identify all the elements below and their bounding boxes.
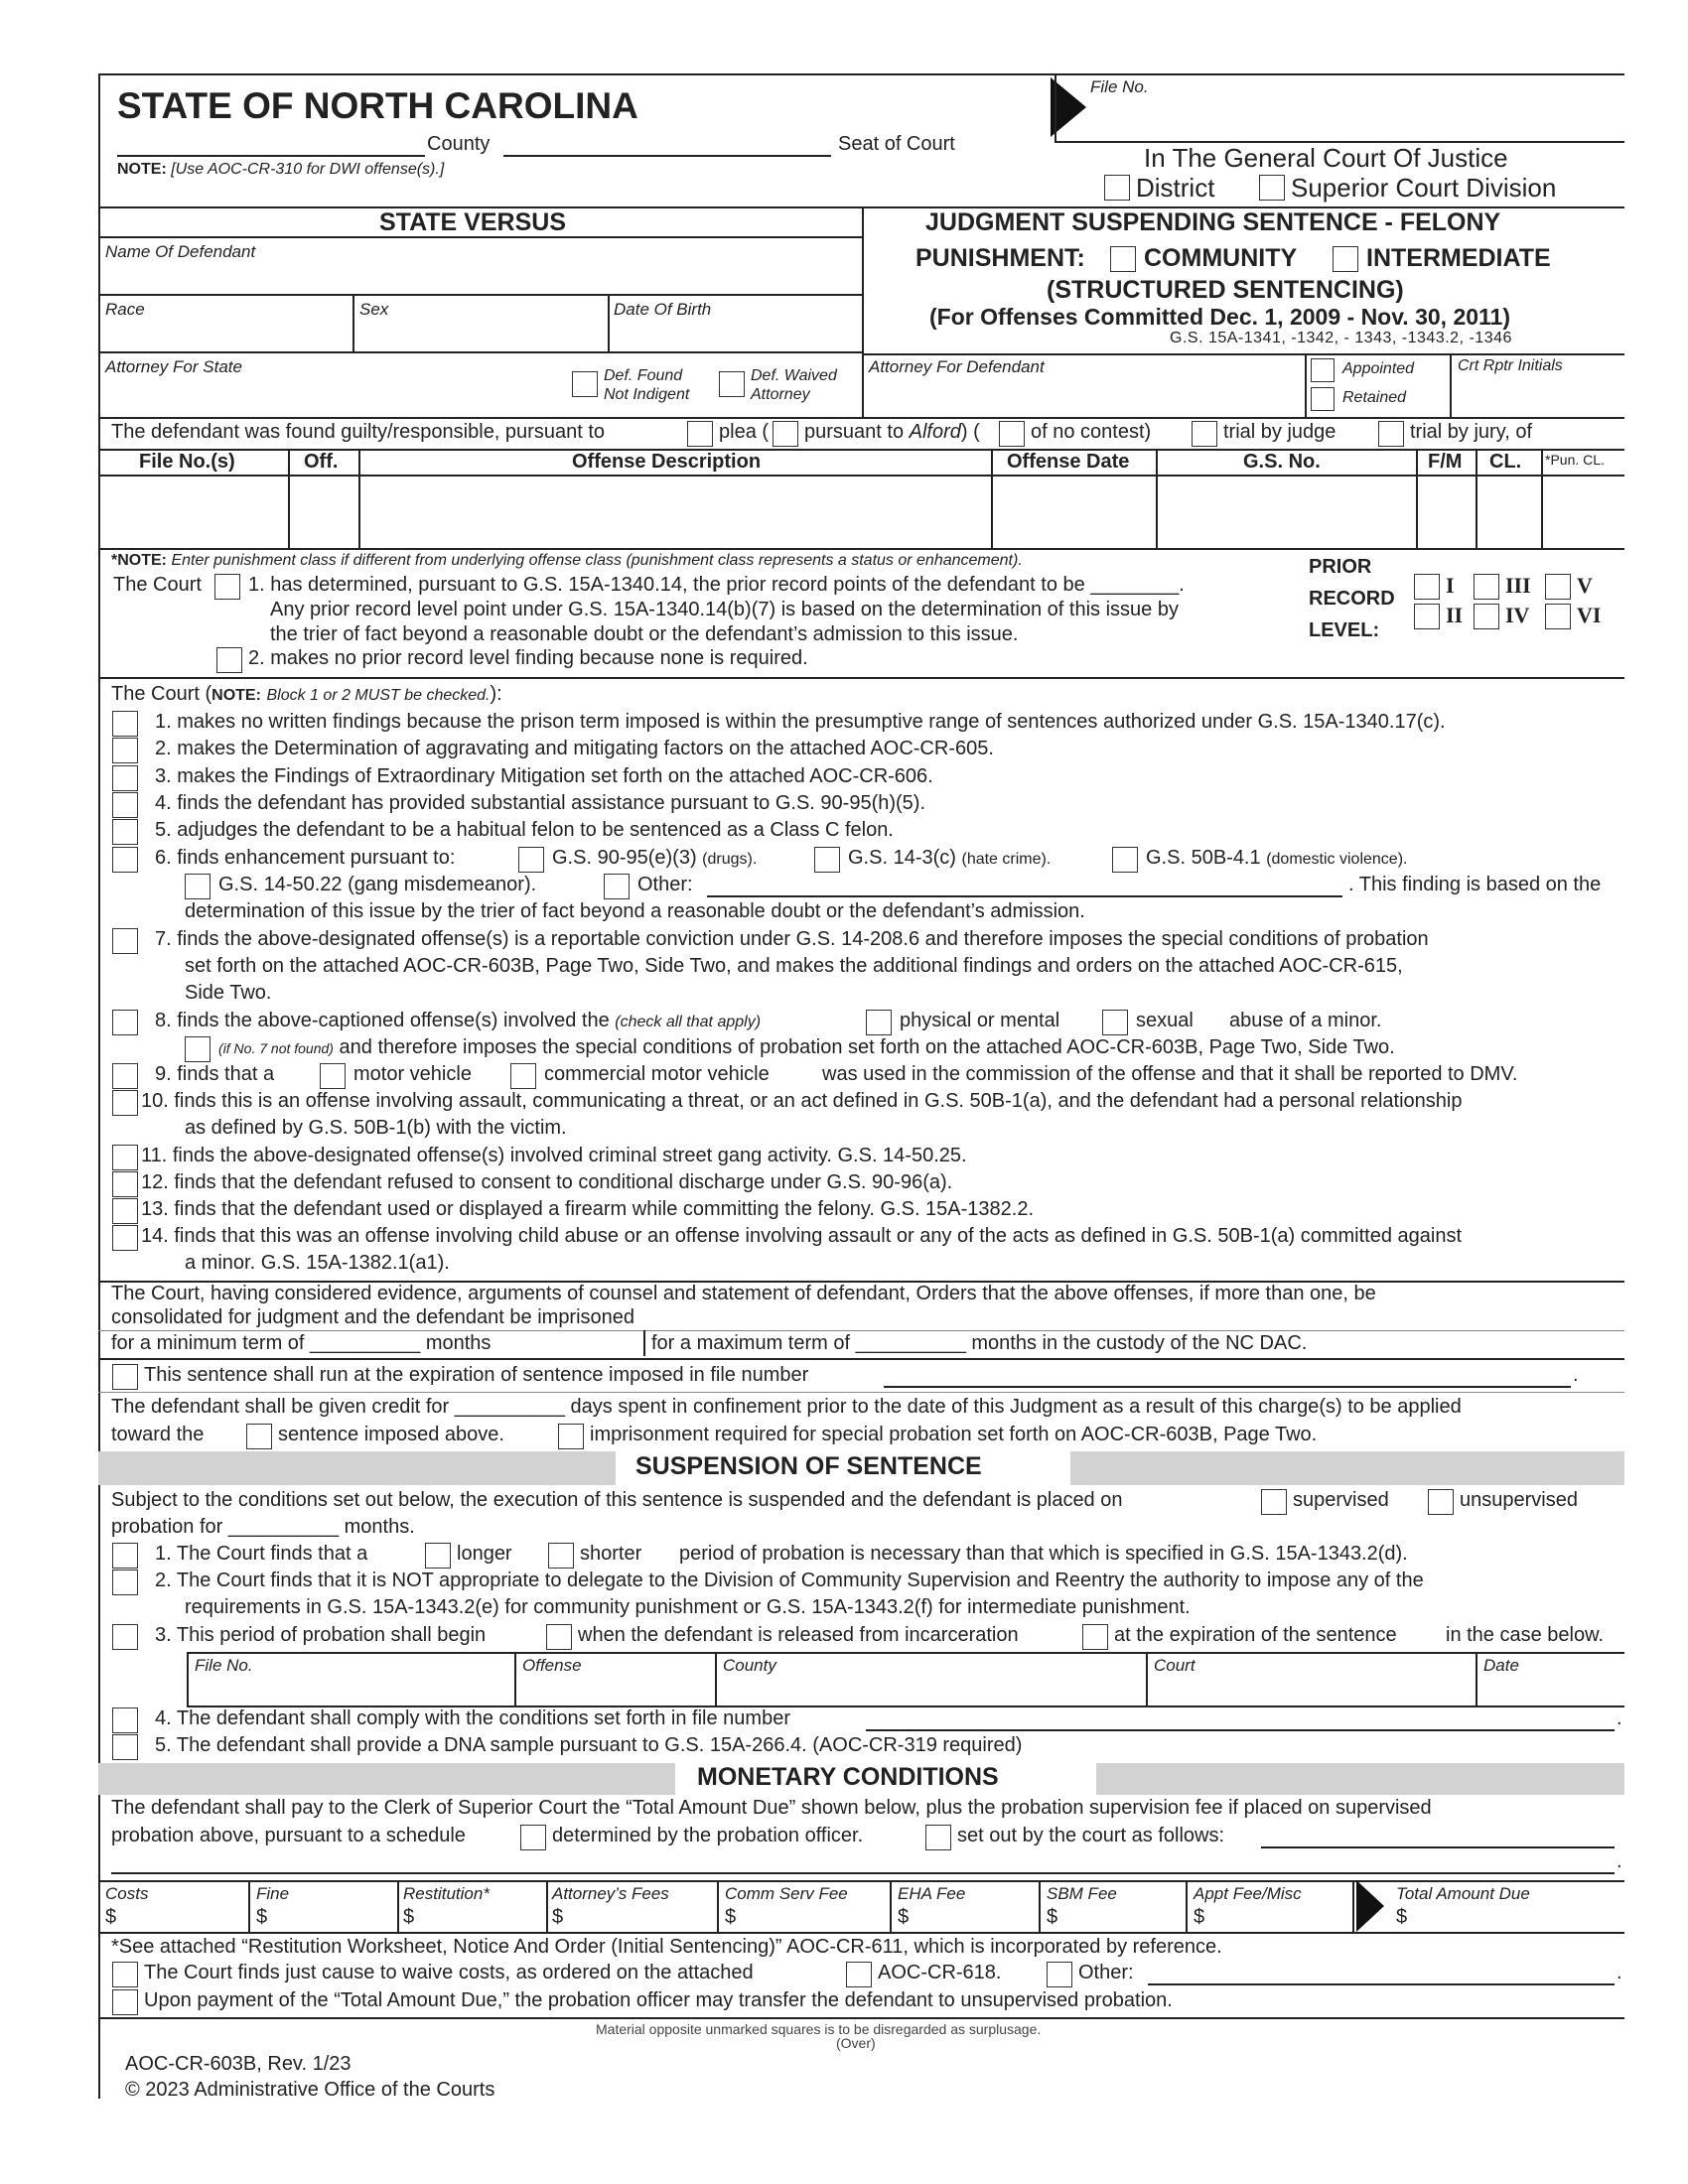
- trial-by-judge-checkbox[interactable]: [1192, 421, 1217, 447]
- header-note: NOTE: [Use AOC-CR-310 for DWI offense(s).]: [117, 161, 445, 178]
- plea-checkbox[interactable]: [687, 421, 713, 447]
- finding-6-tail: . This finding is based on the: [1348, 874, 1602, 895]
- fee-appt-label: Appt Fee/Misc: [1194, 1884, 1302, 1903]
- supervised-checkbox[interactable]: [1261, 1489, 1287, 1515]
- finding-10-b: as defined by G.S. 50B-1(b) with the victim.: [185, 1117, 567, 1139]
- minimum-term: for a minimum term of __________ months: [111, 1332, 492, 1354]
- commercial-vehicle-label: commercial motor vehicle: [544, 1063, 770, 1085]
- susp-4: 4. The defendant shall comply with the conditions set forth in file number: [155, 1707, 790, 1729]
- finding-8-b: (if No. 7 not found) and therefore imposes the special conditions of probation set forth on the attached AOC-CR-603B, Page Two, Side Two.: [218, 1036, 1395, 1058]
- sentence-intro-a: The Court, having considered evidence, arguments of counsel and statement of defendant, Orders that the above offenses, if more than one, be: [111, 1283, 1376, 1304]
- motor-vehicle-checkbox[interactable]: [320, 1063, 346, 1089]
- finding-4-checkbox[interactable]: [112, 792, 138, 818]
- case-file-no-label: File No.: [195, 1656, 253, 1675]
- over-label: (Over): [836, 2035, 876, 2051]
- begin-released-checkbox[interactable]: [546, 1624, 572, 1650]
- col-off: Off.: [304, 451, 339, 473]
- finding-4: 4. finds the defendant has provided substantial assistance pursuant to G.S. 90-95(h)(5).: [155, 792, 926, 814]
- enh-other-checkbox[interactable]: [604, 874, 630, 899]
- prior-item1-c: the trier of fact beyond a reasonable doubt or the defendant’s admission to this issue.: [270, 623, 1019, 645]
- unsupervised-label: unsupervised: [1460, 1489, 1578, 1511]
- enh-domestic-label: G.S. 50B-4.1 (domestic violence).: [1146, 847, 1408, 869]
- credit-text-a: The defendant shall be given credit for __________ days spent in confinement prior to the date of this Judgment as a result of this charge(s) to be applied: [111, 1396, 1462, 1418]
- attorney-defendant-label: Attorney For Defendant: [869, 357, 1045, 376]
- longer-checkbox[interactable]: [425, 1543, 451, 1569]
- aoc-cr-618-label: AOC-CR-618.: [878, 1962, 1002, 1983]
- finding-2-checkbox[interactable]: [112, 738, 138, 763]
- probation-for: probation for __________ months.: [111, 1516, 415, 1538]
- enh-gang-label: G.S. 14-50.22 (gang misdemeanor).: [218, 874, 537, 895]
- level-v-label: V: [1577, 573, 1593, 598]
- finding-7-a: 7. finds the above-designated offense(s) is a reportable conviction under G.S. 14-208.6 and therefore imposes the special conditions of probation: [155, 928, 1429, 950]
- waive-other-checkbox[interactable]: [1047, 1962, 1072, 1987]
- run-expiration-checkbox[interactable]: [112, 1364, 138, 1390]
- alford-checkbox[interactable]: [773, 421, 798, 447]
- file-no-label: File No.: [1090, 77, 1149, 96]
- finding-8-a: 8. finds the above-captioned offense(s) involved the (check all that apply): [155, 1010, 762, 1031]
- begin-expiration-label: at the expiration of the sentence: [1114, 1624, 1397, 1646]
- prior-label-2: RECORD: [1309, 588, 1395, 610]
- state-title: STATE OF NORTH CAROLINA: [117, 85, 638, 126]
- finding-3: 3. makes the Findings of Extraordinary Mitigation set forth on the attached AOC-CR-606.: [155, 765, 933, 787]
- finding-1-checkbox[interactable]: [112, 711, 138, 737]
- finding-8-b-checkbox[interactable]: [185, 1036, 211, 1062]
- abuse-sexual-label: sexual: [1136, 1010, 1194, 1031]
- finding-9-b: was used in the commission of the offense and that it shall be reported to DMV.: [822, 1063, 1518, 1085]
- level-vi-checkbox[interactable]: [1545, 604, 1571, 629]
- retained-checkbox[interactable]: [1311, 387, 1335, 411]
- abuse-physical-checkbox[interactable]: [866, 1010, 892, 1035]
- waive-period: .: [1617, 1962, 1622, 1983]
- prior-item2: 2. makes no prior record level finding because none is required.: [248, 647, 808, 669]
- aoc-cr-618-checkbox[interactable]: [846, 1962, 872, 1987]
- monetary-intro-b: probation above, pursuant to a schedule: [111, 1825, 466, 1846]
- schedule-officer-checkbox[interactable]: [520, 1825, 546, 1850]
- finding-14-b: a minor. G.S. 15A-1382.1(a1).: [185, 1252, 450, 1274]
- restitution-note: *See attached “Restitution Worksheet, Notice And Order (Initial Sentencing)” AOC-CR-611, which is incorporated by reference.: [111, 1936, 1222, 1958]
- finding-11: 11. finds the above-designated offense(s) involved criminal street gang activity. G.S. 14-50.25.: [141, 1145, 967, 1166]
- trial-by-jury-checkbox[interactable]: [1378, 421, 1404, 447]
- enh-other-label: Other:: [637, 874, 693, 895]
- fee-appt-dollar: $: [1194, 1906, 1205, 1928]
- finding-13-checkbox[interactable]: [112, 1198, 138, 1224]
- fee-comm-serv-dollar: $: [725, 1906, 737, 1928]
- finding-8-checkbox[interactable]: [112, 1010, 138, 1035]
- col-offense-description: Offense Description: [572, 451, 762, 473]
- fee-fine-label: Fine: [256, 1884, 290, 1903]
- col-offense-date: Offense Date: [1007, 451, 1130, 473]
- fee-costs-label: Costs: [105, 1884, 149, 1903]
- plea-label: plea (: [719, 421, 770, 443]
- schedule-period: .: [1617, 1850, 1622, 1872]
- level-ii-label: II: [1446, 603, 1464, 627]
- offense-dates: (For Offenses Committed Dec. 1, 2009 - Nov. 30, 2011): [929, 304, 1511, 330]
- level-vi-label: VI: [1577, 603, 1602, 627]
- surplusage-note: Material opposite unmarked squares is to be disregarded as surplusage.: [596, 2021, 1042, 2037]
- enh-domestic-checkbox[interactable]: [1112, 847, 1138, 873]
- susp-3-a: 3. This period of probation shall begin: [155, 1624, 487, 1646]
- total-arrow-icon: [1356, 1880, 1384, 1932]
- enh-hate-crime-label: G.S. 14-3(c) (hate crime).: [848, 847, 1052, 869]
- schedule-court-field-2[interactable]: [111, 1872, 1615, 1874]
- trial-by-judge-label: trial by judge: [1223, 421, 1336, 443]
- suspension-intro-a: Subject to the conditions set out below, the execution of this sentence is suspended and the defendant is placed on: [111, 1489, 1123, 1511]
- name-of-defendant-label: Name Of Defendant: [105, 242, 256, 261]
- finding-9-a: 9. finds that a: [155, 1063, 275, 1085]
- fee-total-label: Total Amount Due: [1396, 1884, 1530, 1903]
- susp-4-period: .: [1617, 1707, 1622, 1729]
- fee-eha-label: EHA Fee: [898, 1884, 966, 1903]
- susp-1-a: 1. The Court finds that a: [155, 1543, 368, 1565]
- finding-12: 12. finds that the defendant refused to consent to conditional discharge under G.S. 90-96(a).: [141, 1171, 953, 1193]
- abuse-minor-label: abuse of a minor.: [1229, 1010, 1382, 1031]
- superior-label: Superior Court Division: [1291, 173, 1557, 203]
- crt-rptr-label: Crt Rptr Initials: [1458, 357, 1563, 374]
- fee-eha-dollar: $: [898, 1906, 910, 1928]
- fee-sbm-dollar: $: [1047, 1906, 1058, 1928]
- prior-item1-b: Any prior record level point under G.S. 15A-1340.14(b)(7) is based on the determination of this issue by: [270, 599, 1179, 620]
- fee-restitution-label: Restitution*: [403, 1884, 490, 1903]
- suspension-header: SUSPENSION OF SENTENCE: [635, 1452, 982, 1480]
- attorney-state-label: Attorney For State: [105, 357, 242, 376]
- finding-7-b: set forth on the attached AOC-CR-603B, Page Two, Side Two, and makes the additional findings and orders on the attached AOC-CR-615,: [185, 955, 1403, 977]
- waive-costs-checkbox[interactable]: [112, 1962, 138, 1987]
- fee-fine-dollar: $: [256, 1906, 268, 1928]
- dob-label: Date Of Birth: [614, 300, 712, 319]
- finding-11-checkbox[interactable]: [112, 1145, 138, 1170]
- transfer-label: Upon payment of the “Total Amount Due,” the probation officer may transfer the defendant to unsupervised probation.: [144, 1989, 1173, 2011]
- case-below-label: in the case below.: [1446, 1624, 1604, 1646]
- credit-sentence-checkbox[interactable]: [246, 1424, 272, 1449]
- prior-label-3: LEVEL:: [1309, 619, 1380, 641]
- enh-drugs-label: G.S. 90-95(e)(3) (drugs).: [552, 847, 758, 869]
- retained-label: Retained: [1342, 389, 1407, 406]
- level-iii-label: III: [1505, 573, 1531, 598]
- prior-label-1: PRIOR: [1309, 556, 1372, 578]
- run-file-number-field[interactable]: [884, 1386, 1571, 1388]
- col-fm: F/M: [1428, 451, 1463, 473]
- title-statutes: G.S. 15A-1341, -1342, - 1343, -1343.2, -1346: [1170, 330, 1512, 346]
- susp-1-b: period of probation is necessary than that which is specified in G.S. 15A-1343.2(d).: [679, 1543, 1408, 1565]
- begin-released-label: when the defendant is released from incarceration: [578, 1624, 1019, 1646]
- motor-vehicle-label: motor vehicle: [353, 1063, 472, 1085]
- race-label: Race: [105, 300, 145, 319]
- fee-comm-serv-label: Comm Serv Fee: [725, 1884, 848, 1903]
- finding-5: 5. adjudges the defendant to be a habitual felon to be sentenced as a Class C felon.: [155, 819, 894, 841]
- finding-14-a: 14. finds that this was an offense involving child abuse or an offense involving assault or any of the acts as defined in G.S. 50B-1(a) committed against: [141, 1225, 1463, 1247]
- enh-drugs-checkbox[interactable]: [518, 847, 544, 873]
- finding-13: 13. finds that the defendant used or displayed a firearm while committing the felony. G.S. 15A-1382.2.: [141, 1198, 1035, 1220]
- shorter-checkbox[interactable]: [548, 1543, 574, 1569]
- waive-other-field[interactable]: [1148, 1983, 1615, 1985]
- fee-restitution-dollar: $: [403, 1906, 415, 1928]
- finding-12-checkbox[interactable]: [112, 1171, 138, 1197]
- copyright: © 2023 Administrative Office of the Courts: [125, 2079, 495, 2101]
- unsupervised-checkbox[interactable]: [1428, 1489, 1454, 1515]
- maximum-term: for a maximum term of __________ months in the custody of the NC DAC.: [651, 1332, 1308, 1354]
- susp-5: 5. The defendant shall provide a DNA sample pursuant to G.S. 15A-266.4. (AOC-CR-319 required): [155, 1734, 1023, 1756]
- supervised-label: supervised: [1293, 1489, 1389, 1511]
- susp-2-a: 2. The Court finds that it is NOT appropriate to delegate to the Division of Community Supervision and Reentry the authority to impose any of the: [155, 1570, 1424, 1591]
- intermediate-checkbox[interactable]: [1333, 246, 1358, 272]
- finding-1: 1. makes no written findings because the prison term imposed is within the presumptive range of sentences authorized under G.S. 15A-1340.17(c).: [155, 711, 1446, 733]
- level-ii-checkbox[interactable]: [1414, 604, 1440, 629]
- case-county-label: County: [723, 1656, 776, 1675]
- structured-sentencing: (STRUCTURED SENTENCING): [1047, 276, 1404, 304]
- run-expiration-label: This sentence shall run at the expiration of sentence imposed in file number: [144, 1364, 809, 1386]
- fee-costs-dollar: $: [105, 1906, 117, 1928]
- credit-sentence-label: sentence imposed above.: [278, 1424, 504, 1445]
- schedule-court-field[interactable]: [1261, 1846, 1615, 1848]
- susp-1-checkbox[interactable]: [112, 1543, 138, 1569]
- district-label: District: [1136, 173, 1215, 203]
- schedule-court-checkbox[interactable]: [925, 1825, 951, 1850]
- col-cl: CL.: [1489, 451, 1522, 473]
- district-checkbox[interactable]: [1104, 175, 1130, 201]
- credit-text-b: toward the: [111, 1424, 205, 1445]
- fee-total-dollar: $: [1396, 1906, 1408, 1928]
- prior-points-checkbox[interactable]: [214, 574, 240, 600]
- credit-special-checkbox[interactable]: [558, 1424, 584, 1449]
- superior-court-checkbox[interactable]: [1259, 175, 1285, 201]
- appointed-label: Appointed: [1342, 360, 1415, 377]
- community-label: COMMUNITY: [1144, 244, 1298, 272]
- col-pun-cl: *Pun. CL.: [1545, 452, 1605, 468]
- finding-3-checkbox[interactable]: [112, 765, 138, 791]
- susp-4-checkbox[interactable]: [112, 1707, 138, 1733]
- def-found-checkbox[interactable]: [572, 371, 598, 397]
- finding-6: 6. finds enhancement pursuant to:: [155, 847, 456, 869]
- level-i-checkbox[interactable]: [1414, 574, 1440, 600]
- sentence-intro-b: consolidated for judgment and the defendant be imprisoned: [111, 1306, 635, 1328]
- susp-4-field[interactable]: [866, 1729, 1615, 1731]
- susp-5-checkbox[interactable]: [112, 1734, 138, 1760]
- punishment-class-note: *NOTE: Enter punishment class if different from underlying offense class (punishment class represents a status or enhancement).: [111, 552, 1023, 569]
- county-label: County: [427, 133, 491, 155]
- sex-label: Sex: [359, 300, 389, 319]
- finding-5-checkbox[interactable]: [112, 819, 138, 845]
- credit-special-label: imprisonment required for special probation set forth on AOC-CR-603B, Page Two.: [590, 1424, 1318, 1445]
- col-file-no: File No.(s): [139, 451, 235, 473]
- susp-2-b: requirements in G.S. 15A-1343.2(e) for community punishment or G.S. 15A-1343.2(f) for intermediate punishment.: [185, 1596, 1191, 1618]
- state-versus: STATE VERSUS: [379, 208, 566, 236]
- shorter-label: shorter: [580, 1543, 642, 1565]
- finding-7-checkbox[interactable]: [112, 928, 138, 954]
- abuse-sexual-checkbox[interactable]: [1102, 1010, 1128, 1035]
- col-gs-no: G.S. No.: [1243, 451, 1321, 473]
- finding-14-checkbox[interactable]: [112, 1225, 138, 1251]
- monetary-intro-a: The defendant shall pay to the Clerk of Superior Court the “Total Amount Due” shown below, plus the probation supervision fee if placed on supervised: [111, 1797, 1432, 1819]
- level-iii-checkbox[interactable]: [1474, 574, 1499, 600]
- case-offense-label: Offense: [522, 1656, 582, 1675]
- finding-2: 2. makes the Determination of aggravating and mitigating factors on the attached AOC-CR-605.: [155, 738, 994, 759]
- fee-attorney-dollar: $: [552, 1906, 564, 1928]
- finding-6-b: determination of this issue by the trier of fact beyond a reasonable doubt or the defendant’s admission.: [185, 900, 1085, 922]
- case-court-label: Court: [1154, 1656, 1196, 1675]
- finding-10-a: 10. finds this is an offense involving assault, communicating a threat, or an act defined in G.S. 50B-1(a), and the defendant had a personal relationship: [141, 1090, 1463, 1112]
- punishment-label: PUNISHMENT:: [915, 244, 1085, 272]
- intermediate-label: INTERMEDIATE: [1366, 244, 1551, 272]
- appointed-checkbox[interactable]: [1311, 358, 1335, 382]
- case-date-label: Date: [1483, 1656, 1519, 1675]
- seat-of-court-label: Seat of Court: [838, 133, 955, 155]
- findings-intro: The Court (NOTE: Block 1 or 2 MUST be checked.):: [111, 683, 502, 705]
- form-title: JUDGMENT SUSPENDING SENTENCE - FELONY: [925, 208, 1501, 236]
- court-title: In The General Court Of Justice: [1144, 143, 1508, 173]
- finding-7-c: Side Two.: [185, 982, 272, 1004]
- level-v-checkbox[interactable]: [1545, 574, 1571, 600]
- no-contest-label: of no contest): [1031, 421, 1152, 443]
- enh-gang-checkbox[interactable]: [185, 874, 211, 899]
- run-period: .: [1573, 1364, 1579, 1386]
- abuse-physical-label: physical or mental: [900, 1010, 1060, 1031]
- community-checkbox[interactable]: [1110, 246, 1136, 272]
- monetary-header: MONETARY CONDITIONS: [697, 1763, 999, 1791]
- no-prior-finding-checkbox[interactable]: [216, 647, 242, 673]
- schedule-officer-label: determined by the probation officer.: [552, 1825, 864, 1846]
- form-number: AOC-CR-603B, Rev. 1/23: [125, 2053, 352, 2075]
- waive-costs-label: The Court finds just cause to waive costs, as ordered on the attached: [144, 1962, 754, 1983]
- level-iv-checkbox[interactable]: [1474, 604, 1499, 629]
- prior-item1-a: 1. has determined, pursuant to G.S. 15A-1340.14, the prior record points of the defendant to be ________.: [248, 574, 1185, 596]
- def-found-label: Def. Found Not Indigent: [604, 367, 690, 403]
- enh-other-field[interactable]: [707, 895, 1342, 897]
- begin-expiration-checkbox[interactable]: [1082, 1624, 1108, 1650]
- trial-by-jury-label: trial by jury, of: [1410, 421, 1532, 443]
- no-contest-checkbox[interactable]: [999, 421, 1025, 447]
- enh-hate-crime-checkbox[interactable]: [814, 847, 840, 873]
- susp-3-checkbox[interactable]: [112, 1624, 138, 1650]
- finding-10-checkbox[interactable]: [112, 1090, 138, 1116]
- court-label: The Court: [113, 574, 202, 596]
- finding-6-checkbox[interactable]: [112, 847, 138, 873]
- schedule-court-label: set out by the court as follows:: [957, 1825, 1225, 1846]
- def-waived-checkbox[interactable]: [719, 371, 745, 397]
- level-i-label: I: [1446, 573, 1455, 598]
- waive-other-label: Other:: [1078, 1962, 1134, 1983]
- plea-intro: The defendant was found guilty/responsible, pursuant to: [111, 421, 605, 443]
- def-waived-label: Def. Waived Attorney: [751, 367, 837, 403]
- finding-9-checkbox[interactable]: [112, 1063, 138, 1089]
- commercial-vehicle-checkbox[interactable]: [510, 1063, 536, 1089]
- alford-label: pursuant to Alford) (: [804, 421, 980, 443]
- transfer-checkbox[interactable]: [112, 1989, 138, 2015]
- fee-sbm-label: SBM Fee: [1047, 1884, 1117, 1903]
- susp-2-checkbox[interactable]: [112, 1570, 138, 1595]
- fee-attorney-label: Attorney’s Fees: [552, 1884, 669, 1903]
- longer-label: longer: [457, 1543, 512, 1565]
- level-iv-label: IV: [1505, 603, 1530, 627]
